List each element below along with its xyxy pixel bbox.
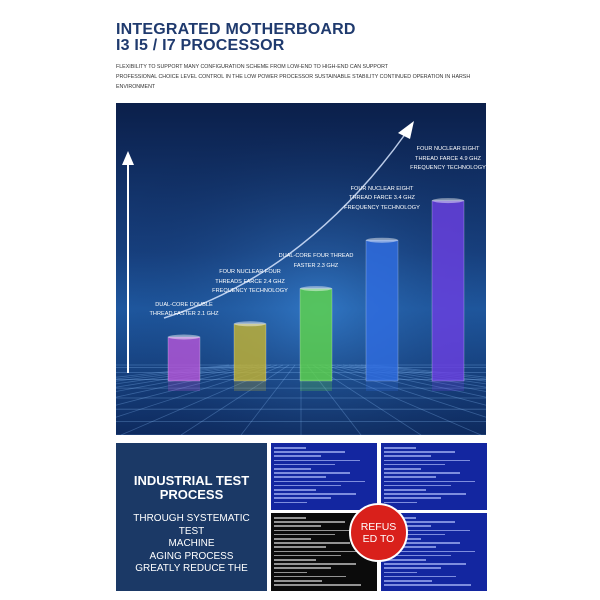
title-line-2: I3 I5 / I7 PROCESSOR bbox=[116, 37, 285, 54]
subtitle-line-1: FLEXIBILITY TO SUPPORT MANY CONFIGURATION SCHEME FROM LOW-END TO HIGH-END CAN SUPPORT bbox=[116, 64, 389, 70]
screen-text-line bbox=[274, 559, 316, 561]
screen-text-line bbox=[384, 460, 470, 462]
screen-text-line bbox=[274, 584, 361, 586]
bar-body bbox=[432, 201, 464, 381]
screen-text-line bbox=[274, 451, 345, 453]
bar-body bbox=[366, 240, 398, 381]
badge-line-2: ED TO bbox=[362, 533, 395, 545]
screen-text-line bbox=[384, 455, 431, 457]
performance-bar bbox=[432, 198, 464, 391]
screen-text-line bbox=[274, 576, 346, 578]
screen-text-line bbox=[274, 534, 335, 536]
screen-text-line bbox=[384, 468, 421, 470]
screen-text-line bbox=[274, 538, 311, 540]
screen-text-line bbox=[274, 517, 306, 519]
screen-text-line bbox=[274, 497, 331, 499]
bar-label-5: FOUR NUCLEAR EIGHT THREAD FARCE 4.9 GHZ FREQUENCY TECHNOLOGY bbox=[410, 146, 486, 172]
screen-text-line bbox=[274, 572, 307, 574]
heading-line-1: INDUSTRIAL TEST bbox=[133, 473, 250, 488]
bar-reflection bbox=[300, 381, 332, 391]
screen-text-line bbox=[384, 576, 456, 578]
performance-bar bbox=[168, 335, 200, 392]
screen-text-line bbox=[274, 551, 365, 553]
screen-text-line bbox=[384, 572, 417, 574]
screen-text-line bbox=[384, 493, 466, 495]
body-line-2: MACHINE bbox=[168, 538, 215, 549]
screen-text-line bbox=[384, 481, 475, 483]
bar-top bbox=[366, 238, 398, 243]
subtitle-line-2: PROFESSIONAL CHOICE LEVEL CONTROL IN THE LOW POWER PROCESSOR SUSTAINABLE STABILITY CONTINUED OPERATION IN HARSH ENVIRONMENT bbox=[116, 74, 471, 90]
industrial-test-panel bbox=[116, 443, 267, 591]
screen-text-line bbox=[274, 563, 356, 565]
screen-text-line bbox=[384, 451, 455, 453]
performance-bar bbox=[234, 321, 266, 391]
screen-text-line bbox=[384, 464, 445, 466]
screen-text-line bbox=[274, 481, 365, 483]
screen-text-line bbox=[274, 555, 341, 557]
screen-text-line bbox=[274, 525, 321, 527]
refused-to-badge bbox=[349, 503, 408, 562]
screen-text-line bbox=[274, 493, 356, 495]
industrial-test-heading bbox=[116, 474, 267, 502]
screen-text-line bbox=[274, 489, 316, 491]
bar-top bbox=[300, 286, 332, 291]
bar-body bbox=[168, 337, 200, 381]
bar-reflection bbox=[432, 381, 464, 391]
screen-text-line bbox=[384, 485, 451, 487]
screen-text-line bbox=[384, 447, 416, 449]
screen-text-line bbox=[274, 542, 350, 544]
screen-text-line bbox=[274, 567, 331, 569]
body-line-3: AGING PROCESS bbox=[149, 550, 234, 562]
screen-text-line bbox=[274, 468, 311, 470]
bar-top bbox=[432, 198, 464, 203]
body-line-4: GREATLY REDUCE THE bbox=[135, 563, 248, 574]
screen-text-line bbox=[274, 546, 326, 548]
industrial-test-body bbox=[120, 513, 263, 576]
bar-label-4: FOUR NUCLEAR EIGHT THREAD FARCE 3.4 GHZ FREQUENCY TECHNOLOGY bbox=[344, 185, 420, 211]
screen-text-line bbox=[274, 455, 321, 457]
bar-label-3: DUAL-CORE FOUR THREAD FASTER 2.3 GHZ bbox=[278, 253, 354, 269]
bar-body bbox=[300, 289, 332, 381]
heading-line-2: PROCESS bbox=[159, 487, 224, 502]
bar-label-1: DUAL-CORE DOUBLE THREAD FASTER 2.1 GHZ bbox=[149, 301, 219, 317]
screen-text-line bbox=[384, 497, 441, 499]
screen-text-line bbox=[274, 530, 360, 532]
bar-reflection bbox=[234, 381, 266, 391]
screen-text-line bbox=[384, 489, 426, 491]
screen-text-line bbox=[384, 472, 460, 474]
screen-text-line bbox=[274, 447, 306, 449]
bar-top bbox=[234, 321, 266, 326]
screen-text-line bbox=[274, 472, 350, 474]
screen-text-line bbox=[274, 580, 322, 582]
bsod-screenshot-1 bbox=[271, 443, 377, 510]
bar-reflection bbox=[366, 381, 398, 391]
body-line-1: THROUGH SYSTEMATIC TEST bbox=[133, 513, 250, 537]
bar-reflection bbox=[168, 381, 200, 391]
performance-hero-graphic bbox=[116, 103, 486, 435]
bar-label-2: FOUR NUCLEAR FOUR THREADS FARCE 2.4 GHZ FREQUENCY TECHNOLOGY bbox=[212, 269, 288, 295]
performance-bar bbox=[300, 286, 332, 391]
badge-line-1: REFUS bbox=[360, 521, 397, 533]
screen-text-line bbox=[274, 502, 307, 504]
screen-text-line bbox=[274, 476, 326, 478]
screen-text-line bbox=[384, 584, 471, 586]
screen-text-line bbox=[274, 464, 335, 466]
bar-top bbox=[168, 335, 200, 340]
screen-text-line bbox=[274, 485, 341, 487]
page-subtitle bbox=[116, 62, 490, 92]
title-line-1: INTEGRATED MOTHERBOARD bbox=[116, 21, 356, 38]
screen-text-line bbox=[384, 563, 466, 565]
screen-text-line bbox=[274, 521, 345, 523]
performance-bar bbox=[366, 238, 398, 391]
bsod-screenshot-2 bbox=[381, 443, 487, 510]
screen-text-line bbox=[274, 460, 360, 462]
screen-text-line bbox=[384, 476, 436, 478]
page-title bbox=[116, 22, 356, 54]
screen-text-line bbox=[384, 502, 417, 504]
screen-text-line bbox=[384, 580, 432, 582]
screen-text-line bbox=[384, 567, 441, 569]
bar-body bbox=[234, 324, 266, 381]
